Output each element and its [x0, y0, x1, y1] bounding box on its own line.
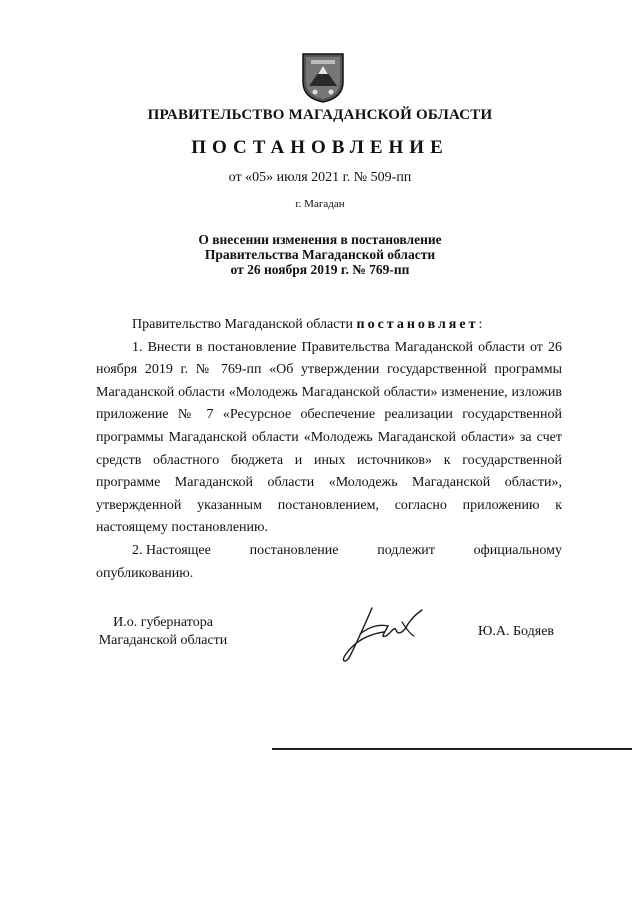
resolves-word: постановляет: [356, 317, 479, 332]
item2-word: постановление: [249, 542, 339, 558]
signatory-name: Ю.А. Бодяев: [478, 624, 555, 639]
coat-of-arms-icon: [301, 52, 345, 104]
bottom-divider: [272, 748, 632, 750]
document-body: [96, 314, 562, 585]
handwritten-signature-icon: [336, 604, 434, 666]
item2-tail: опубликованию.: [96, 565, 194, 581]
intro-paragraph: [96, 314, 562, 337]
document-subject: [0, 232, 640, 277]
subject-line: от 26 ноября 2019 г. № 769-пп: [230, 262, 410, 277]
subject-line: Правительства Магаданской области: [204, 247, 436, 262]
organization-title: ПРАВИТЕЛЬСТВО МАГАДАНСКОЙ ОБЛАСТИ: [147, 107, 493, 123]
position-line: И.о. губернатора: [113, 615, 213, 630]
intro-text: Правительство Магаданской области: [132, 317, 357, 332]
position-line: Магаданской области: [98, 633, 228, 648]
item2-word: 2. Настоящее: [132, 542, 211, 558]
intro-colon: :: [478, 317, 483, 332]
signatory-position: [88, 614, 238, 650]
paragraph-item-1: 1. Внести в постановление Правительства Магаданской области от 26 ноября 2019 г. № 769-пп «Об утверждении государственной программы Магаданской области «Молодежь Магаданской области» изменение, изложив приложение № 7 «Ресурсное обеспечение реализации государственной программы Магаданской области «Молодежь Магаданской области» за счет средств областного бюджета и иных источников» к государственной программе Магаданской области «Молодежь Магаданской области», утвержденной указанным постановлением, согласно приложению к настоящему постановлению.: [96, 339, 562, 536]
date-and-number: от «05» июля 2021 г. № 509-пп: [228, 170, 412, 185]
subject-line: О внесении изменения в постановление: [198, 232, 442, 247]
city-label: г. Магадан: [295, 198, 345, 210]
item2-word: подлежит: [377, 542, 435, 558]
item2-word: официальному: [473, 542, 562, 558]
paragraph-item-2: [96, 540, 562, 585]
document-type-title: ПОСТАНОВЛЕНИЕ: [191, 137, 449, 158]
